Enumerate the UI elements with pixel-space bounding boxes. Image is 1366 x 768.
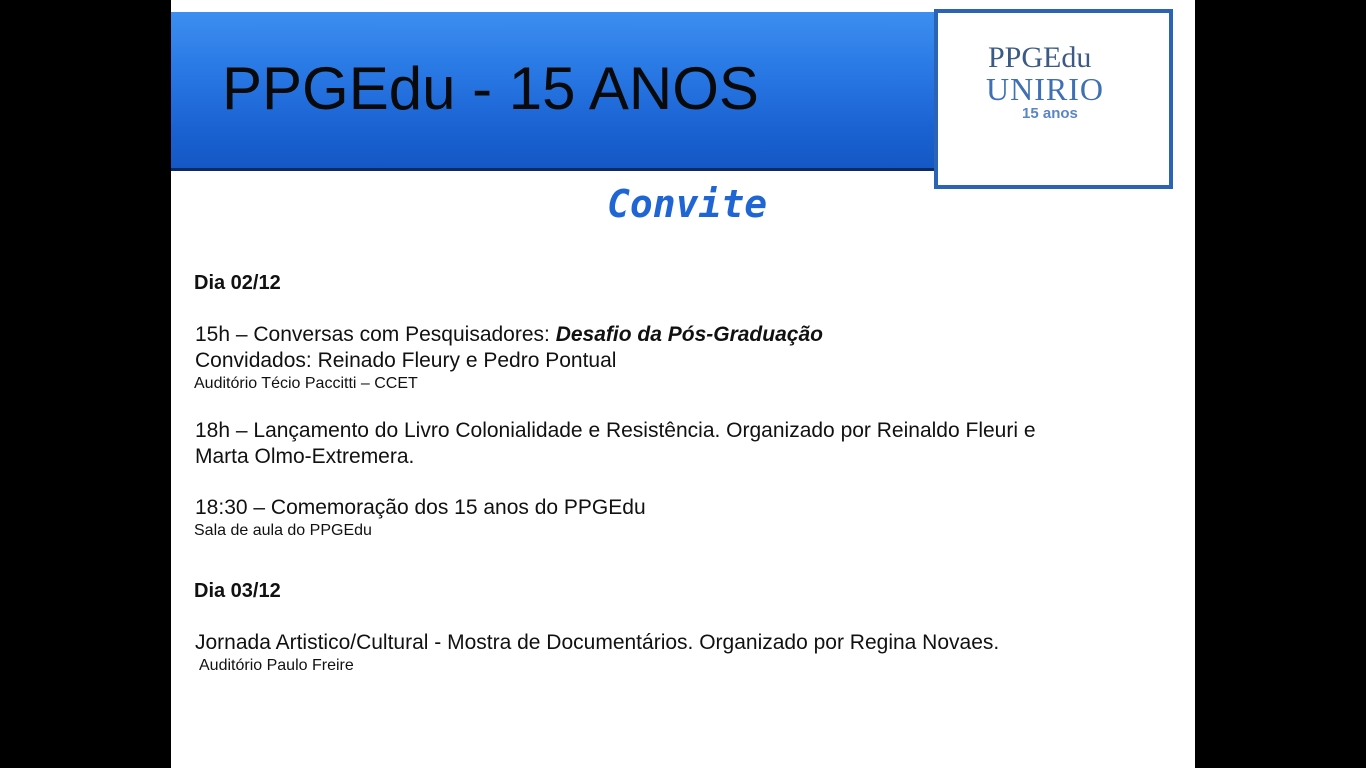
logo-text-ppgedu: PPGEdu (988, 41, 1092, 74)
day1-heading: Dia 02/12 (194, 272, 281, 294)
logo-text-unirio: UNIRIO (986, 71, 1104, 107)
day1-event1-guests: Convidados: Reinado Fleury e Pedro Pontual (195, 349, 617, 372)
day1-event3-location: Sala de aula do PPGEdu (194, 522, 372, 539)
logo-text-15-anos: 15 anos (1022, 105, 1078, 122)
day2-event1: Jornada Artistico/Cultural - Mostra de Documentários. Organizado por Regina Novaes. (195, 631, 1000, 654)
day1-event3: 18:30 – Comemoração dos 15 anos do PPGEdu (195, 496, 646, 519)
day1-event1 (195, 323, 823, 347)
day1-event2-line2: Marta Olmo-Extremera. (195, 445, 415, 468)
day1-event1-prefix: 15h – Conversas com Pesquisadores: (195, 323, 556, 346)
title-banner (171, 12, 939, 170)
slide-subtitle: Convite (607, 182, 768, 226)
day2-heading: Dia 03/12 (194, 580, 281, 602)
ppgedu-logo (934, 9, 1173, 189)
slide (171, 0, 1195, 768)
day1-event1-emphasis: Desafio da Pós-Graduação (555, 323, 823, 346)
day1-event1-location: Auditório Técio Paccitti – CCET (194, 375, 418, 392)
day1-event2-line1: 18h – Lançamento do Livro Colonialidade e Resistência. Organizado por Reinaldo Fleuri e (195, 419, 1036, 442)
day2-event1-location: Auditório Paulo Freire (199, 657, 354, 674)
slide-title: PPGEdu - 15 ANOS (222, 55, 759, 122)
